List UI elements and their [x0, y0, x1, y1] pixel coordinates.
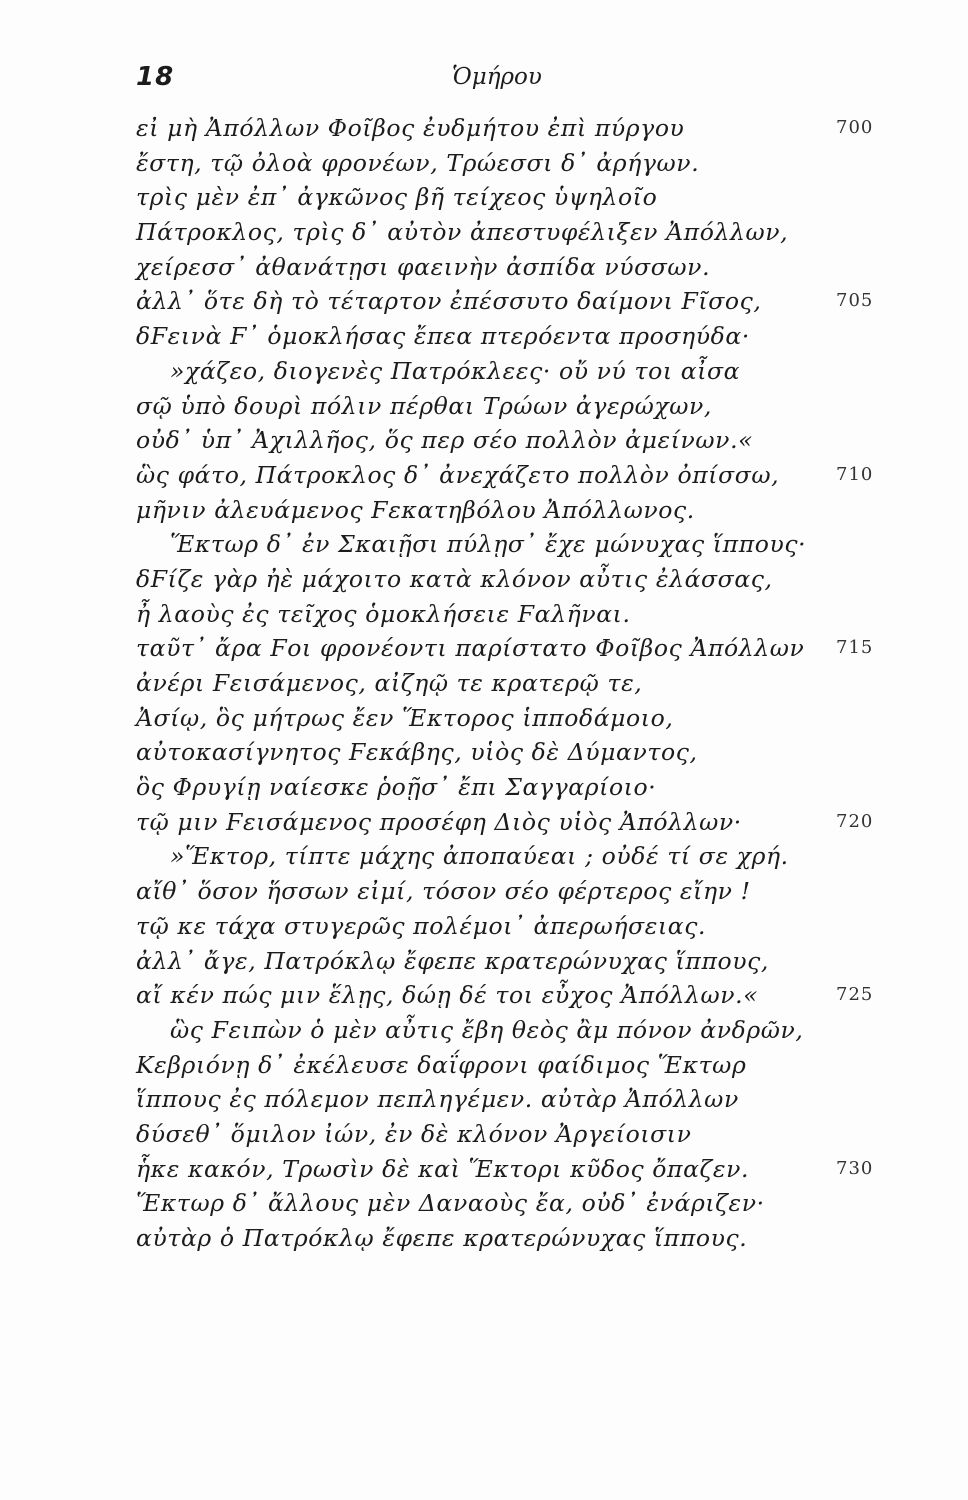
verse-line [0, 944, 968, 979]
verse-text: τῷ κε τάχα στυγερῶς πολέμοι᾽ ἀπερωήσειας. [136, 911, 707, 940]
verse-line [0, 666, 968, 701]
verse-line [0, 1048, 968, 1083]
verse-line [0, 493, 968, 528]
verse-line [0, 1221, 968, 1256]
verse-line [0, 1152, 968, 1187]
verse-line [0, 770, 968, 805]
line-number: 710 [836, 463, 874, 485]
verse-line [0, 874, 968, 909]
verse-text: δϜίζε γὰρ ἠὲ μάχοιτο κατὰ κλόνον αὖτις ἐλάσσας, [136, 564, 773, 593]
verse-line [0, 146, 968, 181]
verse-line [0, 597, 968, 632]
verse-text: μῆνιν ἀλευάμενος Ϝεκατηβόλου Ἀπόλλωνος. [136, 495, 695, 524]
line-number: 720 [836, 810, 874, 832]
verse-text: ὣς Ϝειπὼν ὁ μὲν αὖτις ἔβη θεὸς ἂμ πόνον ἀνδρῶν, [170, 1015, 804, 1044]
verse-text: ἀλλ᾽ ὅτε δὴ τὸ τέταρτον ἐπέσσυτο δαίμονι Ϝῖσος, [136, 287, 762, 316]
verse-text: Ἀσίῳ, ὃς μήτρως ἔεν Ἕκτορος ἱπποδάμοιο, [136, 703, 674, 732]
verse-line [0, 250, 968, 285]
line-number: 715 [836, 637, 874, 659]
verse-text: ἔστη, τῷ ὀλοὰ φρονέων, Τρώεσσι δ᾽ ἀρήγων. [136, 148, 700, 177]
verse-line [0, 180, 968, 215]
verse-line [0, 1082, 968, 1117]
verse-text: τῷ μιν Ϝεισάμενος προσέφη Διὸς υἱὸς Ἀπόλλων· [136, 807, 742, 836]
verse-text: ἧκε κακόν, Τρωσὶν δὲ καὶ Ἕκτορι κῦδος ὄπαζεν. [136, 1154, 750, 1183]
verse-text: ἦ λαοὺς ἐς τεῖχος ὁμοκλήσειε Ϝαλῆναι. [136, 599, 631, 628]
verse-text: ἵππους ἐς πόλεμον πεπληγέμεν. αὐτὰρ Ἀπόλλων [136, 1085, 739, 1114]
verse-line [0, 735, 968, 770]
verse-text: ἀνέρι Ϝεισάμενος, αἰζηῷ τε κρατερῷ τε, [136, 669, 643, 697]
verse-line [0, 389, 968, 424]
verse-line [0, 839, 968, 874]
line-number: 705 [836, 290, 874, 312]
verse-line [0, 1013, 968, 1048]
verse-block [0, 111, 968, 1256]
verse-line [0, 631, 968, 666]
page-number: 18 [136, 62, 175, 92]
line-number: 730 [836, 1157, 874, 1179]
verse-line [0, 562, 968, 597]
verse-line [0, 319, 968, 354]
verse-text: δύσεθ᾽ ὅμιλον ἰών, ἐν δὲ κλόνον Ἀργείοισιν [136, 1119, 692, 1148]
verse-text: δϜεινὰ Ϝ᾽ ὁμοκλήσας ἔπεα πτερόεντα προσηύδα· [136, 322, 750, 351]
verse-line [0, 1117, 968, 1152]
verse-text: Πάτροκλος, τρὶς δ᾽ αὐτὸν ἀπεστυφέλιξεν Ἀπόλλων, [136, 218, 789, 247]
verse-text: »χάζεο, διογενὲς Πατρόκλεες· οὔ νύ τοι αἶσα [170, 356, 741, 385]
verse-line [0, 978, 968, 1013]
verse-text: Ἕκτωρ δ᾽ ἐν Σκαιῇσι πύλῃσ᾽ ἔχε μώνυχας ἵππους· [170, 530, 807, 559]
verse-line [0, 701, 968, 736]
verse-line [0, 354, 968, 389]
verse-text: τρὶς μὲν ἐπ᾽ ἀγκῶνος βῆ τείχεος ὑψηλοῖο [136, 183, 658, 212]
verse-text: ὣς φάτο, Πάτροκλος δ᾽ ἀνεχάζετο πολλὸν ὀπίσσω, [136, 460, 780, 489]
verse-line [0, 909, 968, 944]
verse-text: εἰ μὴ Ἀπόλλων Φοῖβος ἐυδμήτου ἐπὶ πύργου [136, 114, 685, 142]
verse-text: αὐτοκασίγνητος Ϝεκάβης, υἱὸς δὲ Δύμαντος, [136, 738, 698, 767]
verse-line [0, 215, 968, 250]
verse-text: αἴ κέν πώς μιν ἕλῃς, δώῃ δέ τοι εὖχος Ἀπόλλων.« [136, 981, 759, 1010]
verse-text: Ἕκτωρ δ᾽ ἄλλους μὲν Δαναοὺς ἔα, οὐδ᾽ ἐνάριζεν· [136, 1189, 765, 1218]
page-header [0, 62, 968, 102]
running-title: Ὁμήρου [452, 64, 542, 90]
verse-text: ταῦτ᾽ ἄρα Ϝοι φρονέοντι παρίστατο Φοῖβος Ἀπόλλων [136, 634, 805, 663]
verse-line [0, 111, 968, 146]
verse-line [0, 458, 968, 493]
verse-line [0, 284, 968, 319]
verse-text: ἀλλ᾽ ἄγε, Πατρόκλῳ ἔφεπε κρατερώνυχας ἵππους, [136, 946, 769, 975]
verse-text: Κεβριόνῃ δ᾽ ἐκέλευσε δαΐφρονι φαίδιμος Ἕκτωρ [136, 1050, 747, 1079]
line-number: 725 [836, 984, 874, 1006]
verse-text: αὐτὰρ ὁ Πατρόκλῳ ἔφεπε κρατερώνυχας ἵππους. [136, 1224, 748, 1252]
verse-text: οὐδ᾽ ὑπ᾽ Ἀχιλλῆος, ὅς περ σέο πολλὸν ἀμείνων.« [136, 426, 754, 455]
line-number: 700 [836, 117, 874, 138]
verse-text: σῷ ὑπὸ δουρὶ πόλιν πέρθαι Τρώων ἀγερώχων, [136, 391, 712, 420]
verse-text: ὃς Φρυγίῃ ναίεσκε ῥοῇσ᾽ ἔπι Σαγγαρίοιο· [136, 773, 657, 802]
verse-text: »Ἕκτορ, τίπτε μάχης ἀποπαύεαι ; οὐδέ τί σε χρή. [170, 842, 789, 871]
verse-text: αἴθ᾽ ὅσον ἥσσων εἰμί, τόσον σέο φέρτερος εἴην ! [136, 877, 751, 906]
verse-line [0, 423, 968, 458]
verse-line [0, 805, 968, 840]
verse-line [0, 527, 968, 562]
verse-line [0, 1186, 968, 1221]
verse-text: χείρεσσ᾽ ἀθανάτῃσι φαεινὴν ἀσπίδα νύσσων. [136, 252, 711, 281]
